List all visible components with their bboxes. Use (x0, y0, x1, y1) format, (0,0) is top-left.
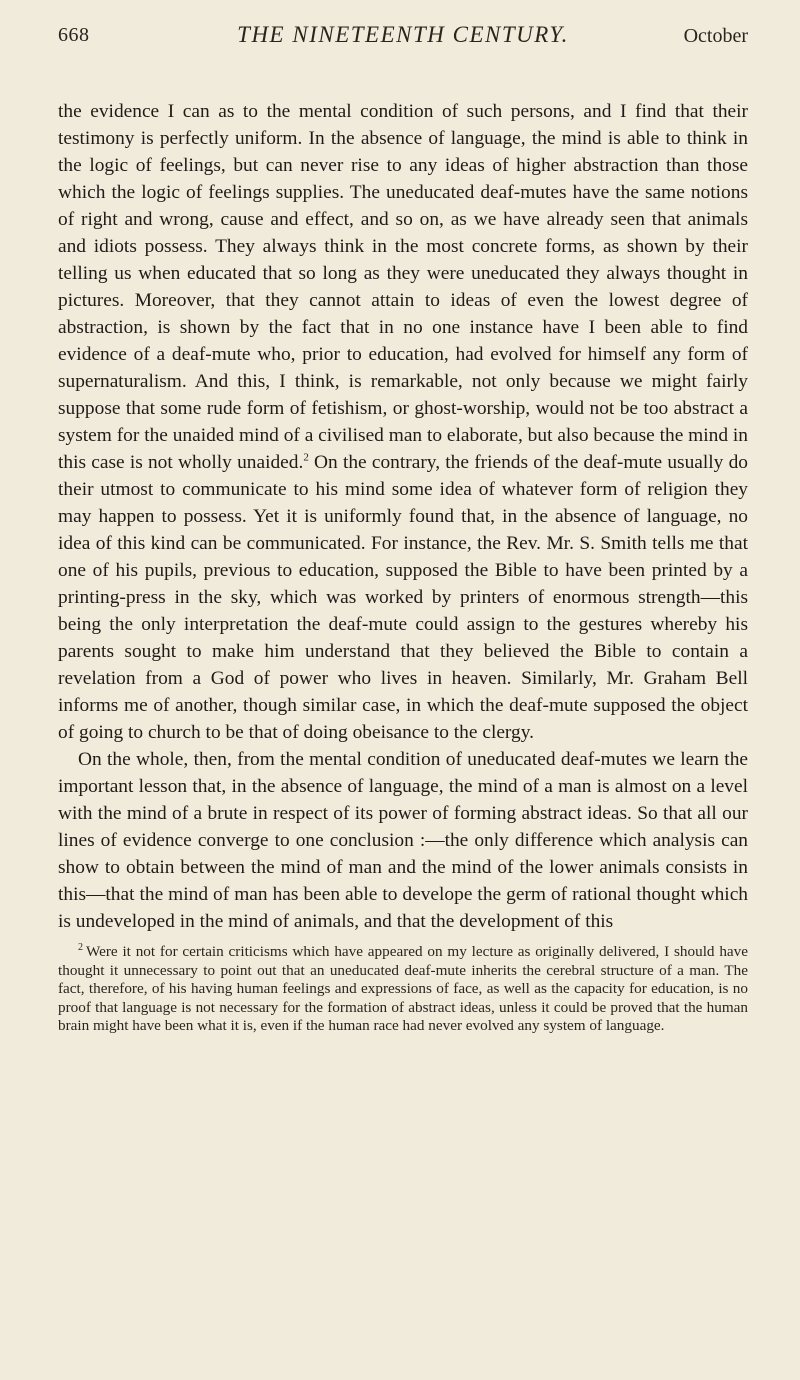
page-number: 668 (58, 24, 90, 46)
footnote-mark: 2 (78, 941, 83, 953)
paragraph-2: On the whole, then, from the mental condition of uneducated deaf-mutes we learn the important lesson that, in the absence of language, the mind of a man is almost on a level with the mind of a brute in respect of its power of forming abstract ideas. So that all our lines of evidence converge to one conclusion :—the only difference which analysis can show to obtain between the mind of man and the mind of the lower animals consists in this—that the mind of man has been able to develope the germ of rational thought which is undeveloped in the mind of animals, and that the development of this (58, 749, 748, 932)
paragraph-1-text-a: the evidence I can as to the mental condition of such persons, and I find that their testimony is perfectly uniform. In the absence of language, the mind is able to think in the logic of feelings, but can never rise to any ideas of higher abstraction than those which the logic of feelings supplies. The uneducated deaf-mutes have the same notions of right and wrong, cause and effect, and so on, as we have already seen that animals and idiots possess. They always think in the most concrete forms, as shown by their telling us when educated that so long as they were uneducated they always thought in pictures. Moreover, that they cannot attain to ideas of even the lowest degree of abstraction, is shown by the fact that in no one instance have I been able to find evidence of a deaf-mute who, prior to education, had evolved for himself any form of supernaturalism. And this, I think, is remarkable, not only because we might fairly suppose that some rude form of fetishism, or ghost-worship, would not be too abstract a system for the unaided mind of a civilised man to elaborate, but also because the mind in this case is not wholly unaided. (58, 101, 748, 473)
journal-title: THE NINETEENTH CENTURY. (237, 22, 569, 47)
book-page (58, 18, 748, 1358)
paragraph-1 (58, 98, 748, 746)
footnote-text: Were it not for certain criticisms which have appeared on my lecture as originally delivered, I should have thought it unnecessary to point out that an uneducated deaf-mute inherits the cerebral structure of a man. The fact, therefore, of his having human feelings and expressions of face, as well as the capacity for education, is no proof that language is not necessary for the formation of abstract ideas, unless it could be proved that the human brain might have been what it is, even if the human race had never evolved any system of language. (58, 943, 748, 1034)
issue-month: October (683, 25, 748, 47)
footnotes (58, 943, 748, 1036)
paragraph-1-text-b: On the contrary, the friends of the deaf-mute usually do their utmost to communicate to his mind some idea of whatever form of religion they may happen to possess. Yet it is uniformly found that, in the absence of language, no idea of this kind can be communicated. For instance, the Rev. Mr. S. Smith tells me that one of his pupils, previous to education, supposed the Bible to have been printed by a printing-press in the sky, which was worked by printers of enormous strength—this being the only interpretation the deaf-mute could assign to the gestures whereby his parents sought to make him understand that they believed the Bible to contain a revelation from a God of power who lives in heaven. Similarly, Mr. Graham Bell informs me of another, though similar case, in which the deaf-mute supposed the object of going to church to be that of doing obeisance to the clergy. (58, 452, 748, 743)
body-text (58, 98, 748, 935)
footnote-reference: 2 (303, 451, 309, 464)
footnote (58, 943, 748, 1036)
running-head (58, 18, 748, 62)
